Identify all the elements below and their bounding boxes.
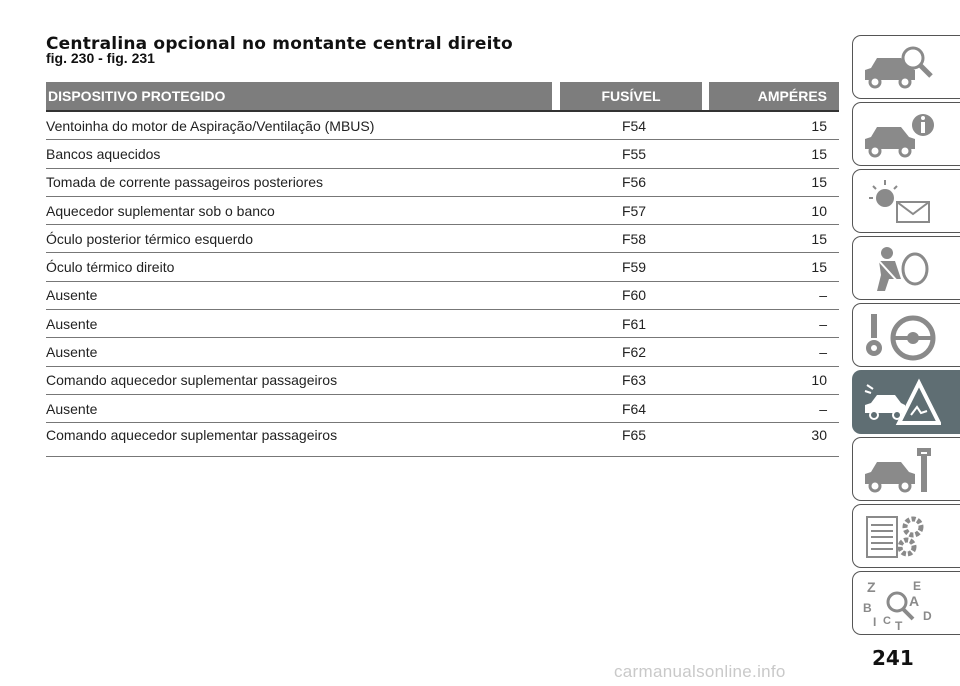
fuse-cell: F56 [621, 174, 647, 191]
header-amperes: AMPÉRES [709, 82, 839, 110]
tab-car-search[interactable] [852, 35, 960, 99]
amperes-cell: – [819, 287, 827, 304]
tab-maintenance[interactable] [852, 437, 960, 501]
index-letter-z: Z [867, 579, 876, 595]
tab-emergency[interactable] [852, 370, 960, 434]
fuse-cell: F61 [621, 315, 647, 332]
alphabetical-index-icon [861, 578, 941, 630]
watermark-text: carmanualsonline.info [614, 662, 786, 681]
device-cell: Óculo posterior térmico esquerdo [46, 230, 253, 247]
page-number: 241 [872, 646, 914, 670]
amperes-cell: – [819, 400, 827, 417]
figure-reference: fig. 230 - fig. 231 [46, 50, 155, 66]
fuse-cell: F57 [621, 202, 647, 219]
device-cell: Ausente [46, 400, 98, 417]
amperes-cell: – [819, 315, 827, 332]
table-row [46, 395, 839, 423]
tab-index[interactable] [852, 571, 960, 635]
tab-safety[interactable] [852, 236, 960, 300]
car-warning-triangle-icon [861, 377, 941, 429]
section-title: Centralina opcional no montante central direito [46, 34, 513, 54]
tab-technical-data[interactable] [852, 504, 960, 568]
amperes-cell: 15 [811, 117, 827, 134]
car-search-icon [861, 42, 941, 94]
device-cell: Bancos aquecidos [46, 145, 161, 162]
device-cell: Ausente [46, 287, 98, 304]
table-row [46, 112, 839, 140]
index-letter-i: I [873, 615, 877, 629]
table-body [46, 112, 839, 457]
device-cell: Ausente [46, 344, 98, 361]
index-letter-t: T [895, 619, 903, 630]
warning-light-message-icon [861, 176, 941, 228]
tab-warning-lights[interactable] [852, 169, 960, 233]
car-info-icon [861, 109, 941, 161]
device-cell: Aquecedor suplementar sob o banco [46, 202, 275, 219]
device-cell: Comando aquecedor suplementar passageiros [46, 372, 338, 389]
table-row [46, 225, 839, 253]
amperes-cell: – [819, 344, 827, 361]
amperes-cell: 15 [811, 259, 827, 276]
fuse-table [46, 82, 839, 457]
amperes-cell: 10 [811, 202, 827, 219]
fuse-cell: F60 [621, 287, 647, 304]
index-letter-d: D [923, 609, 932, 623]
table-row [46, 338, 839, 366]
table-row [46, 169, 839, 197]
index-letter-b: B [863, 601, 872, 615]
table-row [46, 310, 839, 338]
table-row [46, 253, 839, 281]
seatbelt-airbag-icon [861, 243, 941, 295]
fuse-cell: F58 [621, 230, 647, 247]
amperes-cell: 15 [811, 145, 827, 162]
fuse-cell: F55 [621, 145, 647, 162]
spec-sheet-gears-icon [861, 511, 941, 563]
fuse-cell: F62 [621, 344, 647, 361]
index-letter-c: C [883, 615, 891, 627]
device-cell: Ventoinha do motor de Aspiração/Ventilação (MBUS) [46, 117, 375, 134]
amperes-cell: 30 [811, 427, 827, 444]
fuse-cell: F64 [621, 400, 647, 417]
device-cell: Tomada de corrente passageiros posteriores [46, 174, 324, 191]
device-cell: Ausente [46, 315, 98, 332]
device-cell: Óculo térmico direito [46, 259, 175, 276]
key-steering-wheel-icon [861, 310, 941, 362]
table-row [46, 140, 839, 168]
device-cell: Comando aquecedor suplementar passageiros [46, 427, 338, 444]
tab-car-info[interactable] [852, 102, 960, 166]
amperes-cell: 15 [811, 174, 827, 191]
fuse-cell: F54 [621, 117, 647, 134]
table-row [46, 282, 839, 310]
table-row [46, 367, 839, 395]
car-wrench-icon [861, 444, 941, 496]
header-device: DISPOSITIVO PROTEGIDO [46, 82, 552, 110]
amperes-cell: 10 [811, 372, 827, 389]
fuse-cell: F59 [621, 259, 647, 276]
fuse-cell: F65 [621, 427, 647, 444]
index-letter-a: A [909, 593, 920, 609]
table-header [46, 82, 839, 112]
index-letter-e: E [913, 579, 922, 593]
amperes-cell: 15 [811, 230, 827, 247]
header-fuse: FUSÍVEL [560, 82, 702, 110]
tab-starting-driving[interactable] [852, 303, 960, 367]
fuse-cell: F63 [621, 372, 647, 389]
table-row [46, 423, 839, 457]
table-row [46, 197, 839, 225]
